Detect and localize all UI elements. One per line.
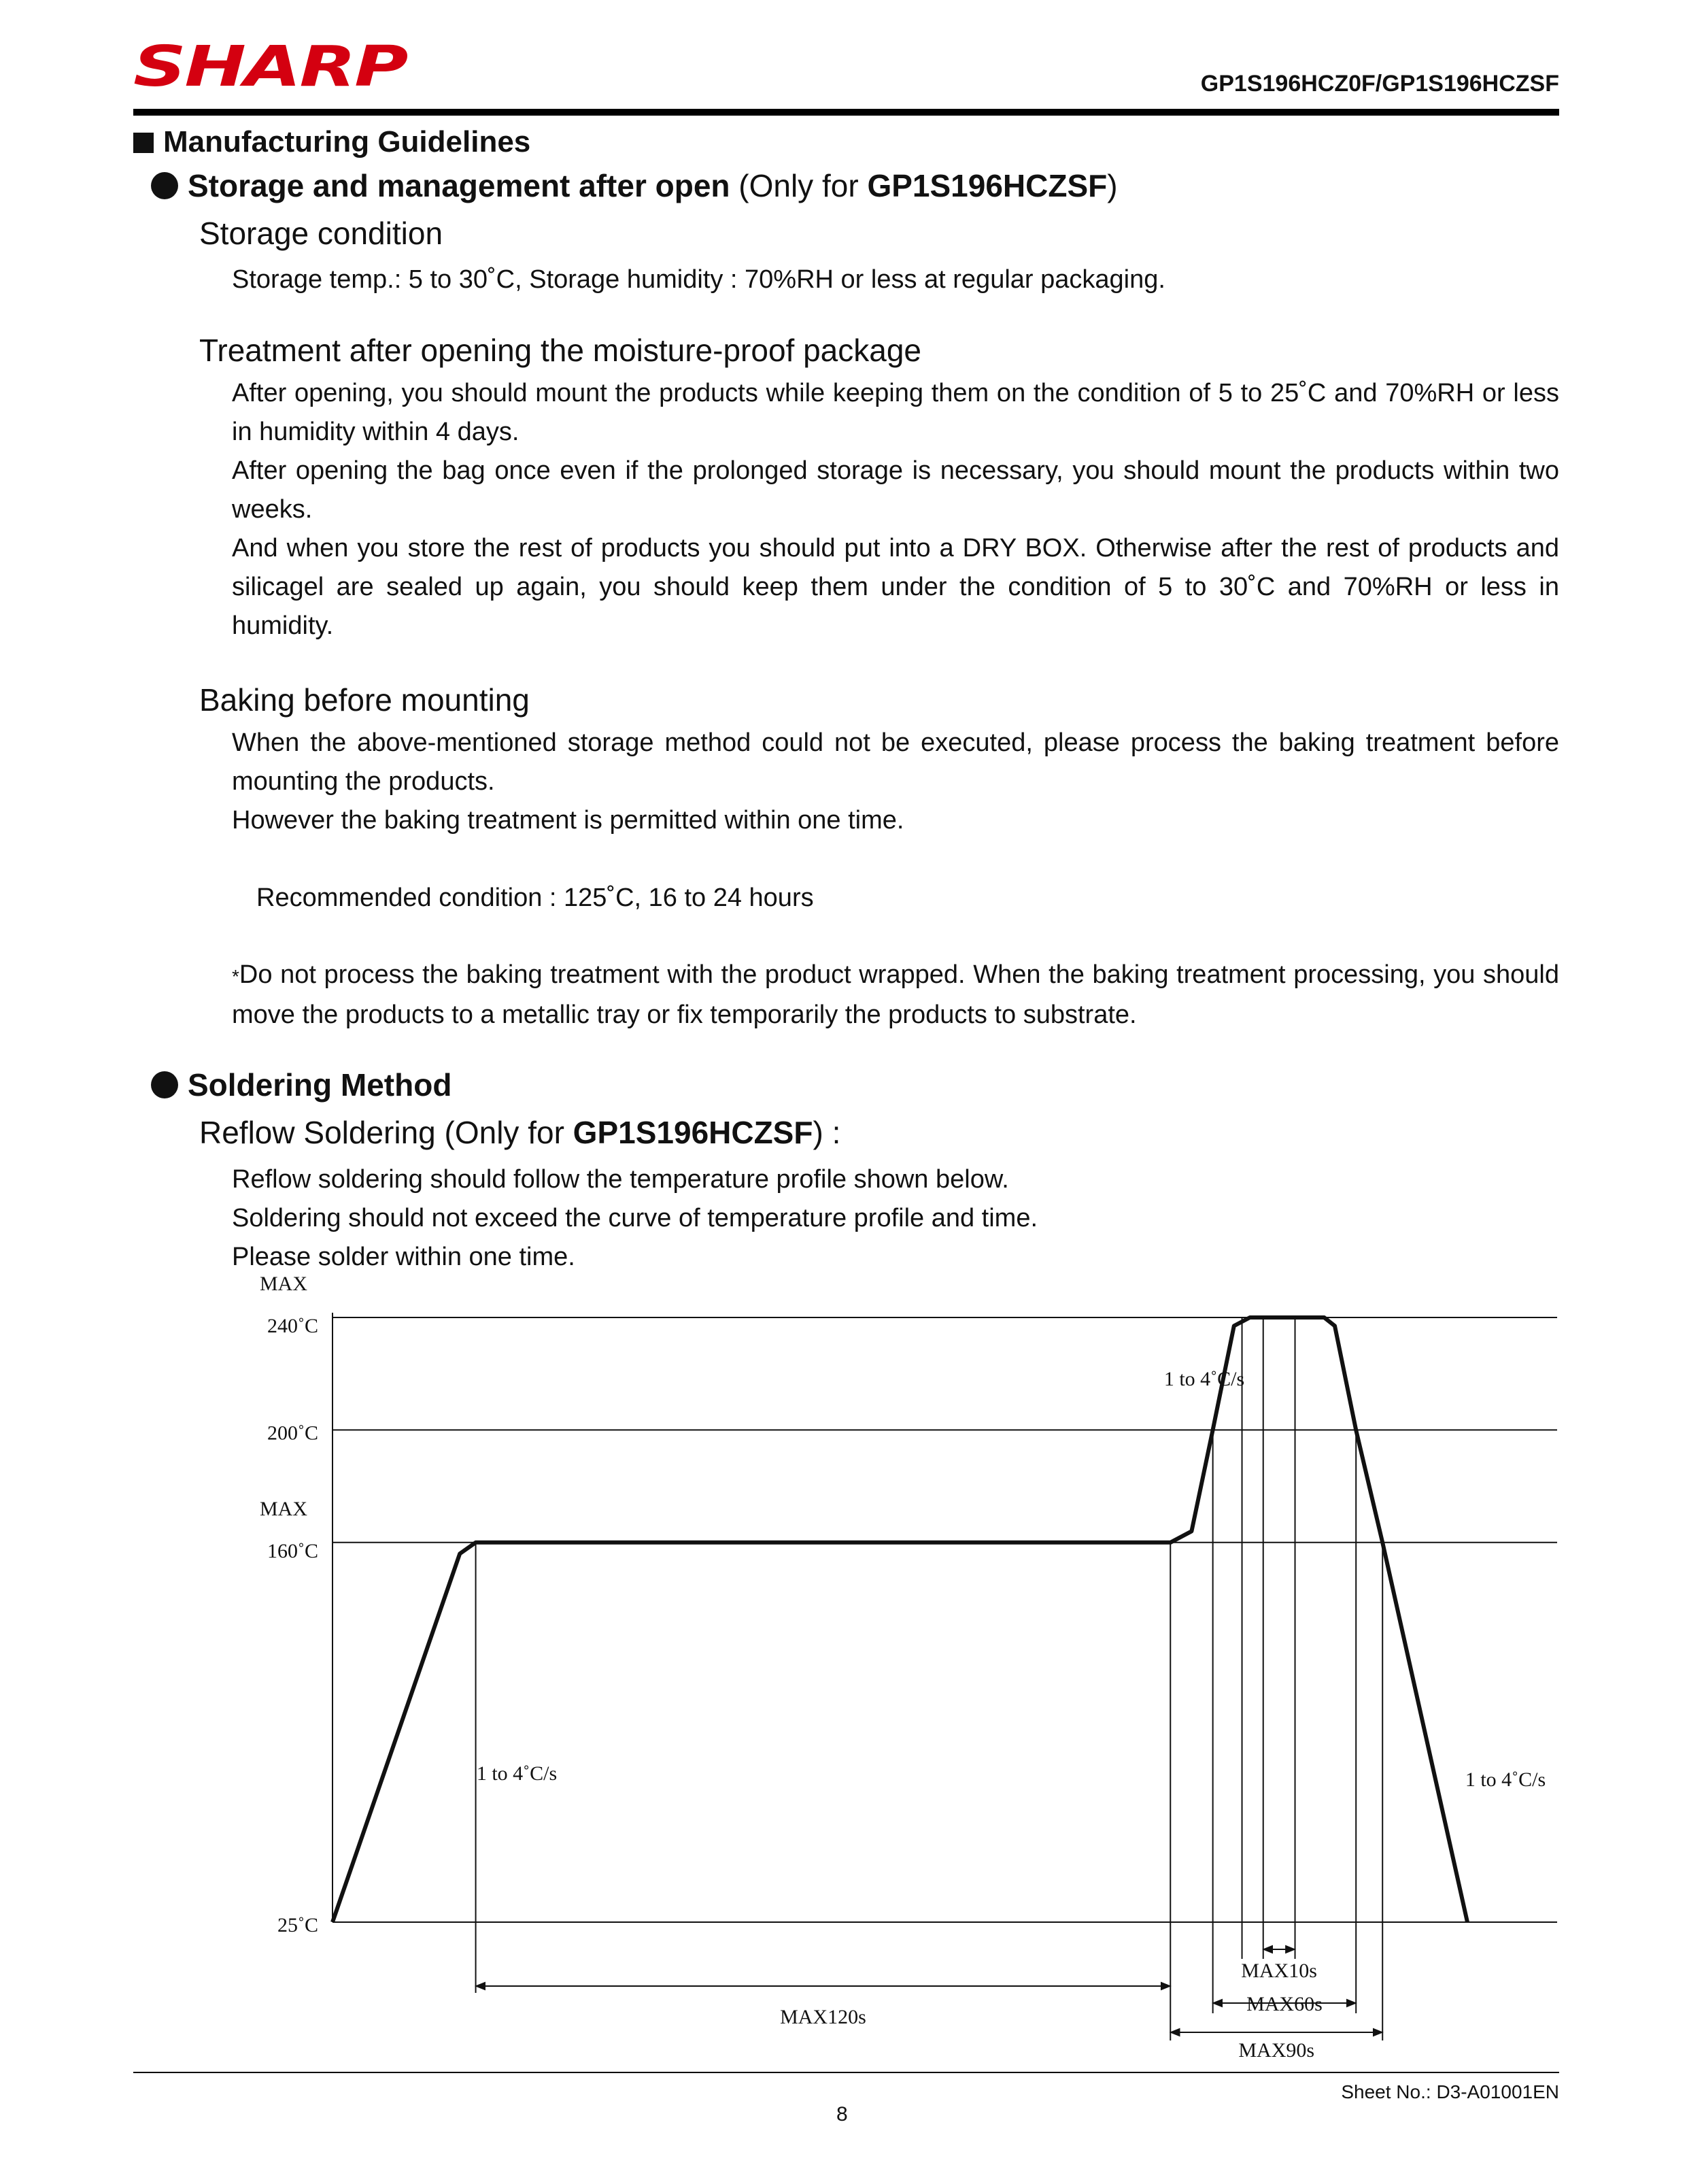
y-tick-label-25: 25˚C — [277, 1914, 318, 1936]
treatment-paragraph-2: After opening the bag once even if the prolonged storage is necessary, you should mount the products within two weeks. — [232, 456, 1559, 524]
slope-label-cooling: 1 to 4˚C/s — [1465, 1768, 1546, 1791]
duration-above-160-label: MAX90s — [1238, 2039, 1315, 2062]
reflow-title-post: ) : — [813, 1115, 841, 1150]
temperature-profile-line — [333, 1317, 1467, 1922]
reflow-line-3: Please solder within one time. — [232, 1243, 575, 1271]
baking-title: Baking before mounting — [199, 682, 530, 718]
baking-note-text: Do not process the baking treatment with the product wrapped. When the baking treatment processing, you should move the products to a metallic tray or fix temporarily the products to substrate. — [232, 960, 1559, 1029]
reflow-line-1: Reflow soldering should follow the temperature profile shown below. — [232, 1165, 1009, 1194]
storage-heading-model: GP1S196HCZSF — [867, 168, 1108, 203]
y-label-max-160: MAX — [259, 1497, 307, 1520]
slope-label-ramp: 1 to 4˚C/s — [1163, 1368, 1245, 1390]
slope-label-preheat: 1 to 4˚C/s — [476, 1762, 558, 1785]
baking-paragraph-2: However the baking treatment is permitted within one time. — [232, 806, 904, 835]
note-asterisk: * — [232, 966, 239, 987]
duration-above-200-label: MAX60s — [1246, 1993, 1323, 2015]
sharp-logo: SHARP — [133, 35, 407, 99]
duration-preheat-label: MAX120s — [780, 2006, 866, 2028]
model-number: GP1S196HCZ0F/GP1S196HCZSF — [1200, 71, 1559, 97]
y-tick-label-160: 160˚C — [267, 1539, 318, 1562]
storage-heading-pre: (Only for — [730, 168, 868, 203]
storage-condition-title: Storage condition — [199, 216, 443, 251]
storage-heading-bold: Storage and management after open — [188, 168, 730, 203]
baking-recommended: Recommended condition : 125˚C, 16 to 24 hours — [256, 884, 814, 912]
sheet-number: Sheet No.: D3-A01001EN — [1341, 2081, 1559, 2102]
section-title-text: Manufacturing Guidelines — [163, 125, 531, 158]
treatment-paragraph-3: And when you store the rest of products you should put into a DRY BOX. Otherwise after the rest of products and silicagel are sealed up again, you should keep them under the condition of 5 to 30˚C and 70%RH or less in humidity. — [232, 534, 1559, 640]
y-label-max-240: MAX — [259, 1273, 307, 1295]
reflow-line-2: Soldering should not exceed the curve of temperature profile and time. — [232, 1204, 1038, 1232]
y-tick-label-240: 240˚C — [267, 1315, 318, 1337]
y-tick-label-200: 200˚C — [267, 1422, 318, 1445]
reflow-title-model: GP1S196HCZSF — [573, 1115, 813, 1150]
treatment-title: Treatment after opening the moisture-proof package — [199, 333, 921, 368]
duration-peak-label: MAX10s — [1241, 1960, 1317, 1982]
page-number: 8 — [836, 2103, 848, 2126]
treatment-paragraph-1: After opening, you should mount the products while keeping them on the condition of 5 to 25˚C and 70%RH or less in humidity within 4 days. — [232, 379, 1559, 446]
footer-rule — [133, 2072, 1559, 2073]
storage-heading-post: ) — [1107, 168, 1118, 203]
soldering-heading-text: Soldering Method — [188, 1067, 452, 1103]
baking-paragraph-1: When the above-mentioned storage method could not be executed, please process the baking treatment before mounting the products. — [232, 728, 1559, 796]
reflow-title-pre: Reflow Soldering (Only for — [199, 1115, 573, 1150]
storage-condition-text: Storage temp.: 5 to 30˚C, Storage humidity : 70%RH or less at regular packaging. — [232, 265, 1165, 294]
